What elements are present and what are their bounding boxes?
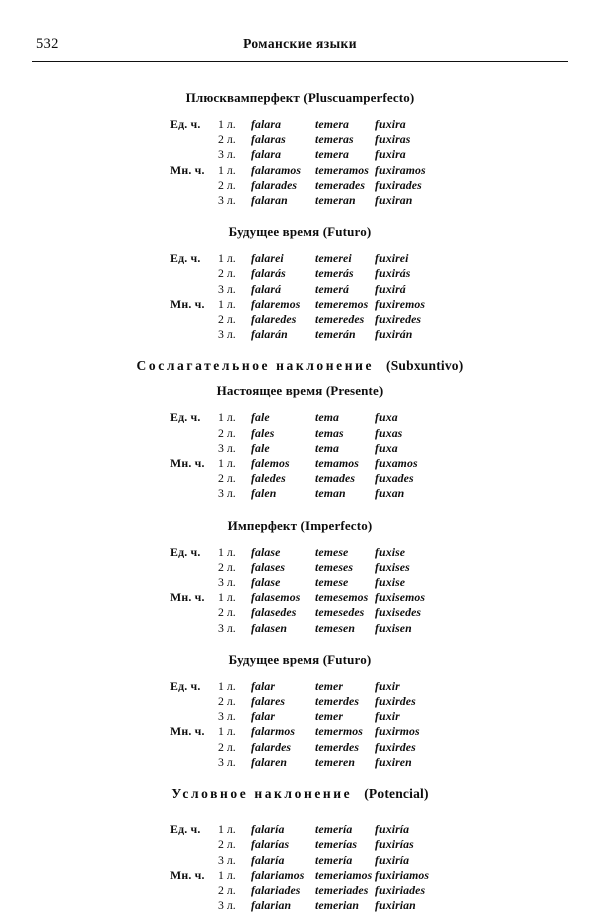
verb-form-falar: falasen (251, 620, 288, 635)
table-row (170, 426, 435, 441)
number-label (170, 575, 218, 590)
verb-form-falar: falaran (251, 193, 288, 208)
verb-form-fuxir: fuxiremos (375, 296, 426, 311)
number-label (170, 178, 218, 193)
number-label (170, 709, 218, 724)
verb-form-falar: fale (251, 410, 270, 425)
verb-form-temer: temerás (315, 266, 354, 281)
table-row (170, 590, 435, 605)
mood-heading-presente-subxuntivo (30, 358, 570, 374)
number-label (170, 327, 218, 342)
verb-form-fuxir: fuxiriamos (375, 867, 430, 882)
verb-form-falar: faledes (251, 471, 286, 486)
table-row (170, 282, 435, 297)
verb-form-falar: falarías (251, 837, 290, 852)
verb-form-falar: falar (251, 678, 276, 693)
verb-form-fuxir: fuxira (375, 147, 406, 162)
table-row (170, 117, 435, 132)
person-label: 2 л. (218, 694, 236, 709)
table-row (170, 755, 435, 770)
mood-heading-potencial (30, 786, 570, 802)
number-label (170, 621, 218, 636)
table-row (170, 471, 435, 486)
verb-form-fuxir: fuxa (375, 410, 398, 425)
verb-form-falar: falara (251, 117, 282, 131)
number-label (170, 132, 218, 147)
person-label: 3 л. (218, 327, 236, 342)
number-label (170, 426, 218, 441)
verb-form-fuxir: fuxirdes (375, 694, 416, 709)
number-label (170, 755, 218, 770)
verb-form-temer: temeras (315, 132, 354, 147)
section-spacer (30, 636, 570, 652)
verb-form-temer: temeren (315, 754, 356, 769)
verb-form-fuxir: fuxades (375, 471, 414, 486)
verb-form-falar: falarán (251, 327, 288, 342)
verb-form-falar: falen (251, 486, 277, 501)
verb-form-temer: temerías (315, 837, 358, 852)
number-label: Ед. ч. (170, 251, 201, 266)
number-label (170, 471, 218, 486)
number-label (170, 898, 218, 913)
verb-form-falar: falara (251, 147, 282, 162)
heading-spacer (30, 802, 570, 811)
verb-form-temer: temamos (315, 456, 359, 471)
number-label: Мн. ч. (170, 296, 205, 311)
table-row (170, 545, 435, 560)
number-label (170, 560, 218, 575)
number-label (170, 312, 218, 327)
verb-form-falar: falarian (251, 898, 292, 913)
conjugation-table-pluscuamperfecto (170, 117, 435, 208)
person-label: 1 л. (218, 678, 236, 693)
person-label: 1 л. (218, 724, 236, 739)
mood-heading-latin: (Potencial) (364, 786, 429, 802)
conjugation-table-futuro-subxuntivo (170, 679, 435, 770)
verb-form-temer: temese (315, 544, 349, 559)
section-spacer (30, 342, 570, 358)
table-row (170, 822, 435, 837)
verb-form-temer: tema (315, 410, 339, 425)
verb-form-fuxir: fuxira (375, 117, 406, 131)
verb-form-falar: falarades (251, 177, 298, 192)
person-label: 1 л. (218, 544, 236, 559)
verb-form-fuxir: fuxirades (375, 177, 422, 192)
verb-form-temer: temesedes (315, 605, 365, 620)
number-label: Мн. ч. (170, 162, 205, 177)
mood-heading-latin: (Subxuntivo) (386, 358, 464, 374)
verb-form-fuxir: fuxamos (375, 456, 418, 471)
table-row (170, 740, 435, 755)
person-label: 2 л. (218, 837, 236, 852)
verb-form-fuxir: fuxise (375, 544, 406, 559)
person-label: 1 л. (218, 296, 236, 311)
verb-form-fuxir: fuxa (375, 440, 398, 455)
person-label: 2 л. (218, 739, 236, 754)
verb-form-temer: tema (315, 440, 339, 455)
number-label: Ед. ч. (170, 117, 201, 131)
tense-heading-pluscuamperfecto: Плюсквамперфект (Pluscuamperfecto) (185, 90, 415, 105)
heading-spacer (30, 374, 570, 383)
number-label (170, 853, 218, 868)
number-label: Мн. ч. (170, 724, 205, 739)
number-label (170, 837, 218, 852)
verb-form-fuxir: fuxirdes (375, 739, 416, 754)
verb-form-fuxir: fuxirei (375, 251, 409, 266)
verb-form-fuxir: fuxisedes (375, 605, 422, 620)
number-label (170, 441, 218, 456)
number-label: Мн. ч. (170, 590, 205, 605)
table-row (170, 132, 435, 147)
person-label: 3 л. (218, 852, 236, 867)
person-label: 3 л. (218, 281, 236, 296)
verb-form-fuxir: fuxirian (375, 898, 416, 913)
person-label: 1 л. (218, 251, 236, 266)
verb-form-fuxir: fuxiría (375, 822, 410, 837)
verb-form-fuxir: fuxiriades (375, 882, 426, 897)
tense-heading-imperfecto-subxuntivo: Имперфект (Imperfecto) (227, 517, 373, 533)
person-label: 2 л. (218, 266, 236, 281)
number-label: Мн. ч. (170, 867, 205, 882)
verb-form-fuxir: fuxiramos (375, 162, 426, 177)
verb-form-temer: temería (315, 822, 353, 837)
verb-form-falar: falase (251, 544, 281, 559)
table-spacer (30, 240, 570, 251)
verb-form-fuxir: fuxirmos (375, 724, 420, 739)
verb-form-falar: falase (251, 575, 281, 590)
verb-form-fuxir: fuxirías (375, 837, 414, 852)
number-label (170, 883, 218, 898)
page-number: 532 (36, 36, 59, 52)
person-label: 3 л. (218, 754, 236, 769)
table-row (170, 251, 435, 266)
page-header (30, 36, 570, 70)
verb-form-temer: temerán (315, 327, 356, 342)
table-row (170, 694, 435, 709)
table-row (170, 178, 435, 193)
conjugation-table-imperfecto-subxuntivo (170, 545, 435, 636)
verb-form-fuxir: fuxiredes (375, 312, 422, 327)
table-row (170, 605, 435, 620)
verb-form-fuxir: fuxiren (375, 754, 412, 769)
person-label: 1 л. (218, 456, 236, 471)
person-label: 2 л. (218, 425, 236, 440)
verb-form-temer: temeran (315, 193, 356, 208)
verb-form-falar: falasedes (251, 605, 297, 620)
verb-form-temer: temas (315, 425, 344, 440)
verb-form-temer: temería (315, 852, 353, 867)
verb-form-fuxir: fuxisen (375, 620, 412, 635)
document-page (0, 36, 600, 913)
mood-heading-text: Сослагательное наклонение (136, 358, 375, 374)
person-label: 1 л. (218, 162, 236, 177)
number-label (170, 694, 218, 709)
person-label: 1 л. (218, 867, 236, 882)
verb-form-fuxir: fuxiría (375, 852, 410, 867)
table-row (170, 327, 435, 342)
verb-form-fuxir: fuxan (375, 486, 405, 501)
verb-form-temer: temerdes (315, 694, 360, 709)
table-row (170, 575, 435, 590)
conjugation-sections (30, 90, 570, 913)
mood-heading-text: Условное наклонение (171, 786, 353, 802)
verb-form-fuxir: fuxirá (375, 281, 406, 296)
number-label: Ед. ч. (170, 678, 201, 693)
table-row (170, 486, 435, 501)
verb-form-fuxir: fuxisemos (375, 590, 426, 605)
verb-form-falar: falaría (251, 822, 285, 837)
person-label: 2 л. (218, 132, 236, 147)
number-label (170, 282, 218, 297)
verb-form-falar: falaredes (251, 312, 297, 327)
section-spacer (30, 208, 570, 224)
number-label: Ед. ч. (170, 822, 201, 837)
verb-form-temer: temerian (315, 898, 360, 913)
table-spacer (30, 399, 570, 410)
person-label: 2 л. (218, 312, 236, 327)
conjugation-table-potencial (170, 822, 435, 913)
conjugation-table-futuro-indicativo (170, 251, 435, 342)
person-label: 2 л. (218, 559, 236, 574)
verb-form-falar: fale (251, 440, 270, 455)
verb-form-temer: teman (315, 486, 346, 501)
verb-form-falar: falariades (251, 882, 301, 897)
verb-form-falar: falariamos (251, 867, 305, 882)
verb-form-temer: temerades (315, 177, 366, 192)
table-row (170, 441, 435, 456)
table-row (170, 621, 435, 636)
number-label (170, 740, 218, 755)
verb-form-falar: falases (251, 559, 286, 574)
section-spacer (30, 770, 570, 786)
verb-form-falar: falarei (251, 251, 284, 266)
verb-form-temer: temeriamos (315, 867, 373, 882)
verb-form-falar: falará (251, 281, 282, 296)
person-label: 1 л. (218, 410, 236, 425)
verb-form-temer: temesemos (315, 590, 369, 605)
verb-form-temer: temer (315, 709, 344, 724)
verb-form-temer: temesen (315, 620, 356, 635)
number-label (170, 266, 218, 281)
person-label: 3 л. (218, 486, 236, 501)
verb-form-temer: temeremos (315, 296, 369, 311)
table-row (170, 853, 435, 868)
verb-form-falar: falaría (251, 852, 285, 867)
table-row (170, 709, 435, 724)
verb-form-fuxir: fuxise (375, 575, 406, 590)
table-row (170, 297, 435, 312)
verb-form-fuxir: fuxirán (375, 327, 413, 342)
person-label: 3 л. (218, 193, 236, 208)
verb-form-fuxir: fuxises (375, 559, 410, 574)
tense-heading-futuro-indicativo: Будущее время (Futuro) (228, 224, 372, 240)
table-row (170, 266, 435, 281)
person-label: 1 л. (218, 117, 236, 131)
verb-form-falar: falaremos (251, 296, 301, 311)
verb-form-fuxir: fuxirás (375, 266, 411, 281)
verb-form-falar: falarás (251, 266, 286, 281)
verb-form-falar: falarmos (251, 724, 296, 739)
table-row (170, 898, 435, 913)
verb-form-temer: temerá (315, 281, 350, 296)
verb-form-temer: temer (315, 678, 344, 693)
table-row (170, 837, 435, 852)
table-spacer (30, 811, 570, 822)
person-label: 3 л. (218, 440, 236, 455)
table-row (170, 679, 435, 694)
person-label: 3 л. (218, 709, 236, 724)
table-row (170, 456, 435, 471)
table-spacer (30, 534, 570, 545)
number-label (170, 605, 218, 620)
table-spacer (30, 106, 570, 117)
number-label: Мн. ч. (170, 456, 205, 471)
table-row (170, 163, 435, 178)
number-label (170, 147, 218, 162)
person-label: 2 л. (218, 471, 236, 486)
person-label: 3 л. (218, 898, 236, 913)
number-label: Ед. ч. (170, 410, 201, 425)
verb-form-temer: temese (315, 575, 349, 590)
person-label: 3 л. (218, 620, 236, 635)
table-spacer (30, 668, 570, 679)
verb-form-temer: temeriades (315, 882, 369, 897)
number-label (170, 486, 218, 501)
tense-heading-presente-subxuntivo: Настоящее время (Presente) (216, 383, 384, 399)
verb-form-temer: temerei (315, 251, 352, 266)
verb-form-temer: temeredes (315, 312, 365, 327)
verb-form-falar: falaras (251, 132, 286, 147)
number-label (170, 193, 218, 208)
verb-form-temer: temermos (315, 724, 363, 739)
person-label: 2 л. (218, 605, 236, 620)
person-label: 1 л. (218, 822, 236, 837)
verb-form-falar: falar (251, 709, 276, 724)
person-label: 2 л. (218, 882, 236, 897)
conjugation-table-presente-subxuntivo (170, 410, 435, 501)
person-label: 3 л. (218, 147, 236, 162)
header-rule (32, 61, 568, 62)
verb-form-falar: falardes (251, 739, 292, 754)
verb-form-falar: falares (251, 694, 286, 709)
person-label: 3 л. (218, 575, 236, 590)
table-row (170, 560, 435, 575)
section-spacer (30, 502, 570, 518)
verb-form-temer: temeramos (315, 162, 369, 177)
verb-form-falar: falaren (251, 754, 288, 769)
verb-form-fuxir: fuxiran (375, 193, 413, 208)
verb-form-temer: temera (315, 147, 350, 162)
table-row (170, 147, 435, 162)
verb-form-falar: falemos (251, 456, 290, 471)
verb-form-fuxir: fuxir (375, 678, 400, 693)
verb-form-falar: falaramos (251, 162, 302, 177)
verb-form-temer: temeses (315, 559, 354, 574)
verb-form-fuxir: fuxir (375, 709, 400, 724)
number-label: Ед. ч. (170, 544, 201, 559)
person-label: 2 л. (218, 177, 236, 192)
verb-form-fuxir: fuxas (375, 425, 403, 440)
person-label: 1 л. (218, 590, 236, 605)
verb-form-falar: fales (251, 425, 275, 440)
table-row (170, 724, 435, 739)
verb-form-temer: temera (315, 117, 350, 131)
verb-form-falar: falasemos (251, 590, 301, 605)
verb-form-temer: temades (315, 471, 356, 486)
table-row (170, 193, 435, 208)
verb-form-temer: temerdes (315, 739, 360, 754)
running-head: Романские языки (243, 36, 357, 51)
verb-form-fuxir: fuxiras (375, 132, 411, 147)
table-row (170, 312, 435, 327)
table-row (170, 410, 435, 425)
table-row (170, 883, 435, 898)
tense-heading-futuro-subxuntivo: Будущее время (Futuro) (228, 651, 372, 667)
